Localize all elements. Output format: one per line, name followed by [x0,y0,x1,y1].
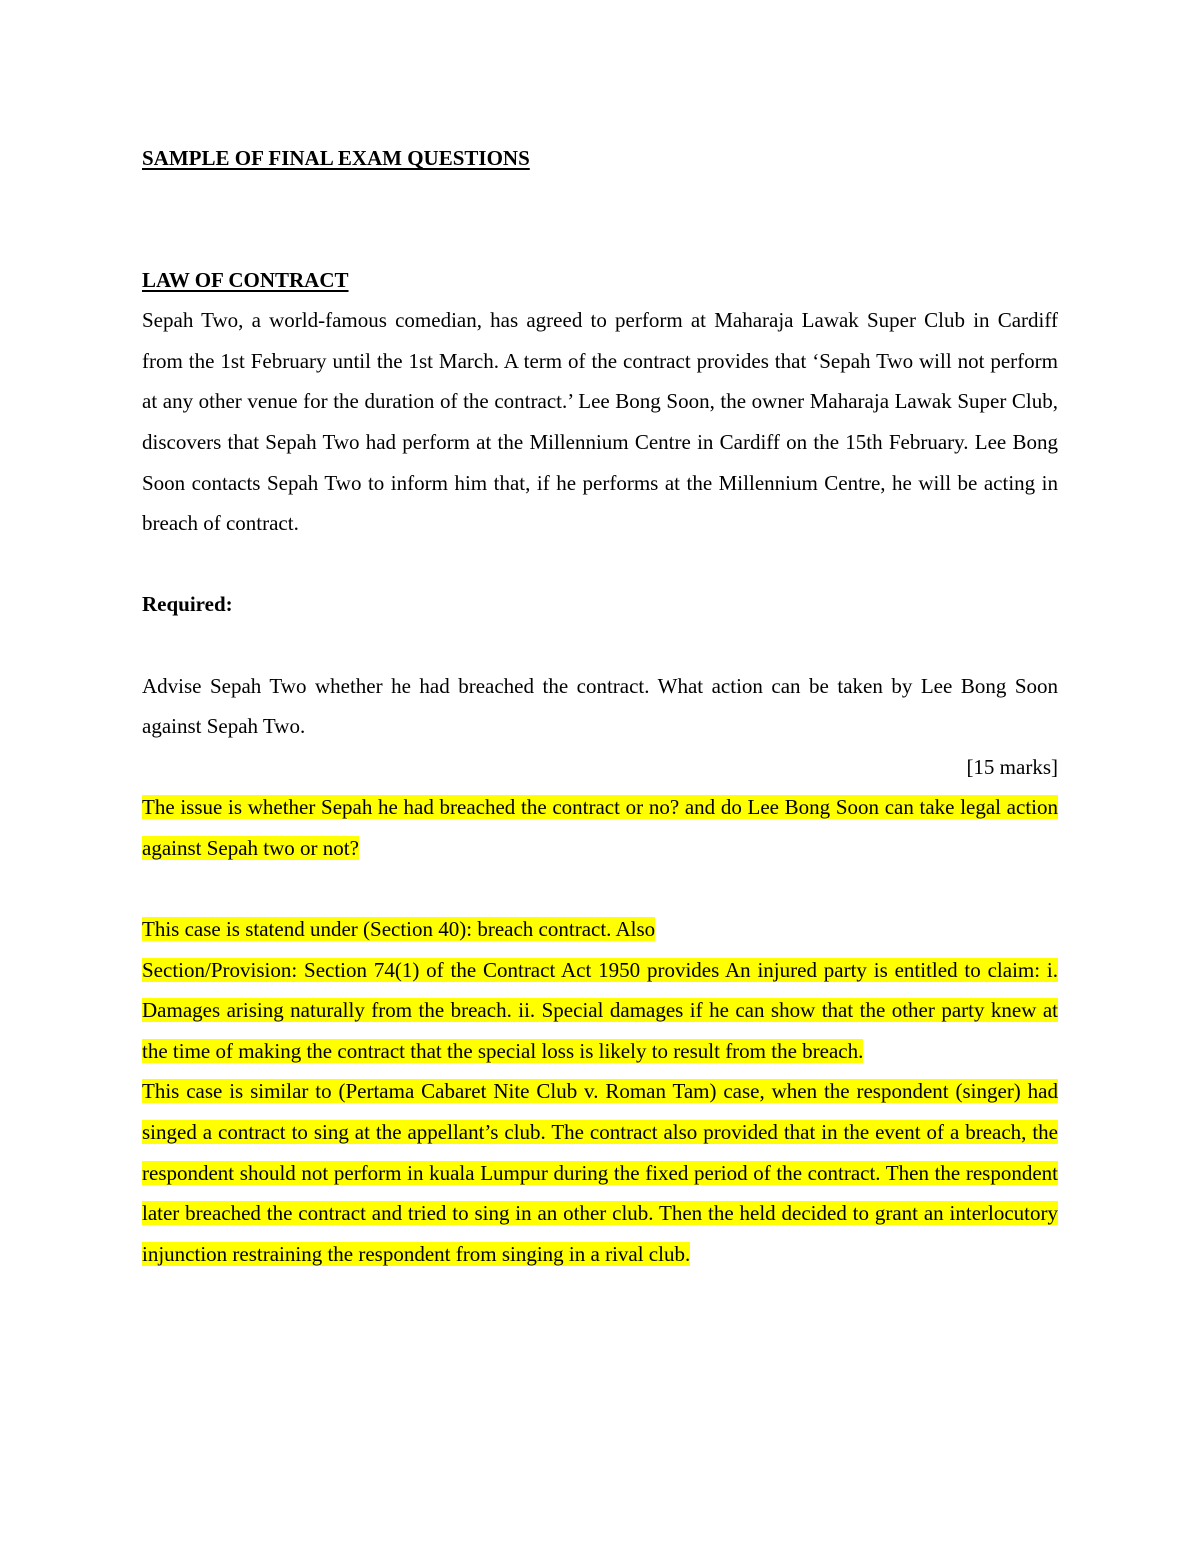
spacer [142,625,1058,666]
highlighted-text: The issue is whether Sepah he had breached the contract or no? and do Lee Bong Soon can take legal action against Sepah two or not? [142,795,1058,860]
answer-case-paragraph [142,1071,1058,1274]
highlighted-text: Section/Provision: Section 74(1) of the Contract Act 1950 provides An injured party is entitled to claim: i. Damages arising naturally from the breach. ii. Special damages if he can show that the other party knew at the time of making the contract that the special loss is likely to result from the breach. [142,957,1058,1063]
spacer [142,544,1058,585]
subject-heading: LAW OF CONTRACT [142,267,349,292]
highlighted-text: This case is similar to (Pertama Cabaret Nite Club v. Roman Tam) case, when the respondent (singer) had singed a contract to sing at the appellant’s club. The contract also provided that in the event of a breach, the respondent should not perform in kuala Lumpur during the fixed period of the contract. Then the respondent later breached the contract and tried to sing in an other club. Then the held decided to grant an interlocutory injunction restraining the respondent from singing in a rival club. [142,1079,1058,1266]
answer-provision-paragraph [142,950,1058,1072]
required-label: Required: [142,592,233,617]
question-paragraph: Advise Sepah Two whether he had breached the contract. What action can be taken by Lee Bong Soon against Sepah Two. [142,673,1058,739]
document-body [142,138,1058,1274]
marks-label: [15 marks] [966,754,1058,779]
highlighted-text: This case is statend under (Section 40): breach contract. Also [142,917,656,942]
spacer [142,869,1058,910]
document-title: SAMPLE OF FINAL EXAM QUESTIONS [142,146,530,170]
spacer [142,179,1058,260]
scenario-paragraph: Sepah Two, a world-famous comedian, has agreed to perform at Maharaja Lawak Super Club in Cardiff from the 1st February until the 1st March. A term of the contract provides that ‘Sepah Two will not perform at any other venue for the duration of the contract.’ Lee Bong Soon, the owner Maharaja Lawak Super Club, discovers that Sepah Two had perform at the Millennium Centre in Cardiff on the 15th February. Lee Bong Soon contacts Sepah Two to inform him that, if he performs at the Millennium Centre, he will be acting in breach of contract. [142,308,1058,536]
answer-statute-paragraph [142,909,1058,950]
answer-issue-paragraph [142,787,1058,868]
